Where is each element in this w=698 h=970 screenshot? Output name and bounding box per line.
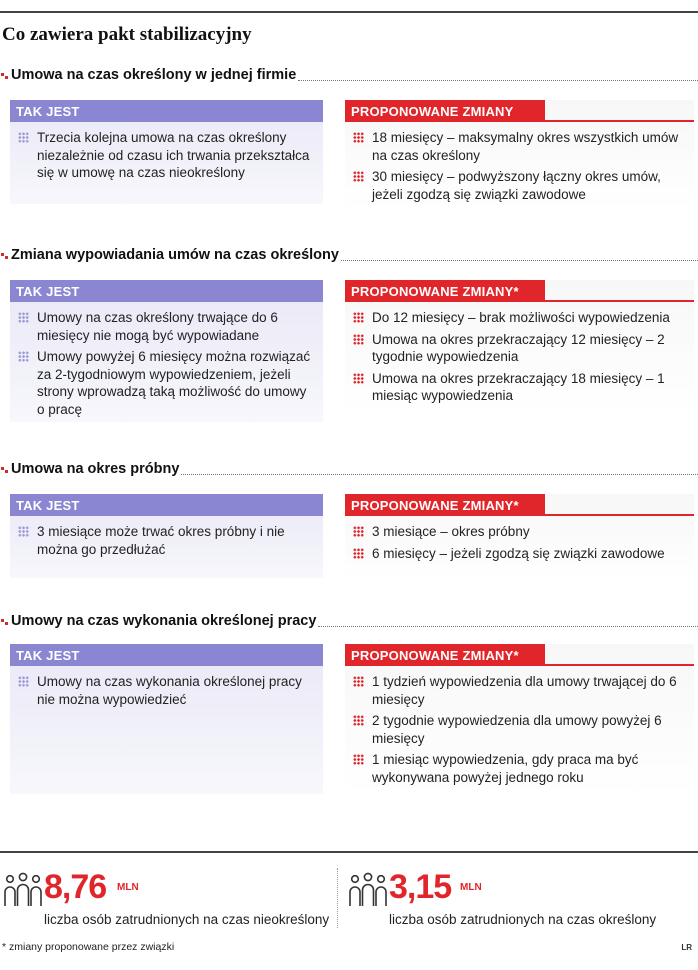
stat-description: liczba osób zatrudnionych na czas nieokreślony: [44, 912, 330, 927]
proposed-changes-header: PROPONOWANE ZMIANY*: [345, 494, 545, 516]
dotted-leader: [181, 474, 698, 475]
bottom-rule: [0, 851, 698, 853]
section-title: Umowy na czas wykonania określonej pracy: [11, 613, 317, 629]
section-heading: [0, 458, 698, 478]
list-item: 30 miesięcy – podwyższony łączny okres umów, jeżeli zgodzą się związki zawodowe: [351, 168, 688, 203]
dot-grid-bullet-icon: [18, 132, 29, 143]
dot-grid-bullet-icon: [18, 676, 29, 687]
list-item: Umowa na okres przekraczający 18 miesięcy – 1 miesiąc wypowiedzenia: [351, 370, 688, 405]
dot-grid-bullet-icon: [353, 312, 364, 323]
list-item: 3 miesiące – okres próbny: [351, 523, 688, 541]
header-underline: [545, 120, 694, 122]
section-marker-icon: [0, 70, 11, 84]
dotted-leader: [318, 626, 698, 627]
dotted-leader: [298, 80, 698, 81]
list-item: Umowy powyżej 6 miesięcy można rozwiązać za 2-tygodniowym wypowiedzeniem, jeżeli strony wprowadzą taką możliwość do umowy o pracę: [16, 348, 317, 418]
dot-grid-bullet-icon: [18, 351, 29, 362]
stat-fixed-term-employment: [345, 868, 695, 932]
stat-divider: [337, 868, 338, 928]
list-item: 1 miesiąc wypowiedzenia, gdy praca ma być wykonywana powyżej jednego roku: [351, 751, 688, 786]
stat-unit: MLN: [460, 882, 482, 893]
list-item: 1 tydzień wypowiedzenia dla umowy trwającej do 6 miesięcy: [351, 673, 688, 708]
header-underline: [545, 664, 694, 666]
proposed-changes-box: [345, 644, 694, 796]
stat-permanent-employment: [0, 868, 330, 932]
page-title: Co zawiera pakt stabilizacyjny: [2, 24, 252, 45]
dot-grid-bullet-icon: [353, 548, 364, 559]
dot-grid-bullet-icon: [18, 526, 29, 537]
section-heading: [0, 244, 698, 264]
people-group-icon: [347, 872, 389, 908]
section-marker-icon: [0, 250, 11, 264]
dot-grid-bullet-icon: [353, 754, 364, 765]
proposed-changes-box: [345, 494, 694, 582]
dotted-leader: [341, 260, 698, 261]
header-underline: [545, 514, 694, 516]
list-item: 2 tygodnie wypowiedzenia dla umowy powyżej 6 miesięcy: [351, 712, 688, 747]
section-title: Umowa na czas określony w jednej firmie: [11, 67, 297, 83]
proposed-changes-header: PROPONOWANE ZMIANY*: [345, 280, 545, 302]
current-state-box: [10, 280, 323, 422]
stat-value: 3,15: [389, 868, 452, 906]
people-group-icon: [2, 872, 44, 908]
list-item: Umowy na czas wykonania określonej pracy nie można wypowiedzieć: [16, 673, 317, 708]
section-title: Umowa na okres próbny: [11, 461, 180, 477]
proposed-changes-box: [345, 280, 694, 416]
list-item: 3 miesiące może trwać okres próbny i nie można go przedłużać: [16, 523, 317, 558]
stat-description: liczba osób zatrudnionych na czas określony: [389, 912, 657, 927]
list-item: Umowy na czas określony trwające do 6 miesięcy nie mogą być wypowiadane: [16, 309, 317, 344]
proposed-changes-header: PROPONOWANE ZMIANY*: [345, 644, 545, 666]
dot-grid-bullet-icon: [353, 171, 364, 182]
current-state-header: TAK JEST: [10, 100, 323, 122]
stat-unit: MLN: [117, 882, 139, 893]
list-item: Do 12 miesięcy – brak możliwości wypowiedzenia: [351, 309, 688, 327]
dot-grid-bullet-icon: [353, 715, 364, 726]
dot-grid-bullet-icon: [353, 373, 364, 384]
list-item: 6 miesięcy – jeżeli zgodzą się związki zawodowe: [351, 545, 688, 563]
credit: LR: [681, 943, 692, 952]
section-marker-icon: [0, 616, 11, 630]
current-state-box: [10, 100, 323, 204]
current-state-header: TAK JEST: [10, 644, 323, 666]
header-underline: [545, 300, 694, 302]
current-state-header: TAK JEST: [10, 280, 323, 302]
dot-grid-bullet-icon: [18, 312, 29, 323]
footnote: * zmiany proponowane przez związki: [2, 941, 175, 953]
current-state-box: [10, 644, 323, 794]
current-state-box: [10, 494, 323, 578]
list-item: Umowa na okres przekraczający 12 miesięcy – 2 tygodnie wypowiedzenia: [351, 331, 688, 366]
dot-grid-bullet-icon: [353, 676, 364, 687]
section-heading: [0, 610, 698, 630]
current-state-header: TAK JEST: [10, 494, 323, 516]
dot-grid-bullet-icon: [353, 132, 364, 143]
section-title: Zmiana wypowiadania umów na czas określony: [11, 247, 339, 263]
dot-grid-bullet-icon: [353, 526, 364, 537]
list-item: 18 miesięcy – maksymalny okres wszystkich umów na czas określony: [351, 129, 688, 164]
proposed-changes-header: PROPONOWANE ZMIANY: [345, 100, 545, 122]
stat-value: 8,76: [44, 868, 107, 906]
section-marker-icon: [0, 464, 11, 478]
top-rule: [0, 11, 698, 13]
list-item: Trzecia kolejna umowa na czas określony niezależnie od czasu ich trwania przekształca się w umowę na czas nieokreślony: [16, 129, 317, 182]
proposed-changes-box: [345, 100, 694, 210]
dot-grid-bullet-icon: [353, 334, 364, 345]
section-heading: [0, 64, 698, 84]
